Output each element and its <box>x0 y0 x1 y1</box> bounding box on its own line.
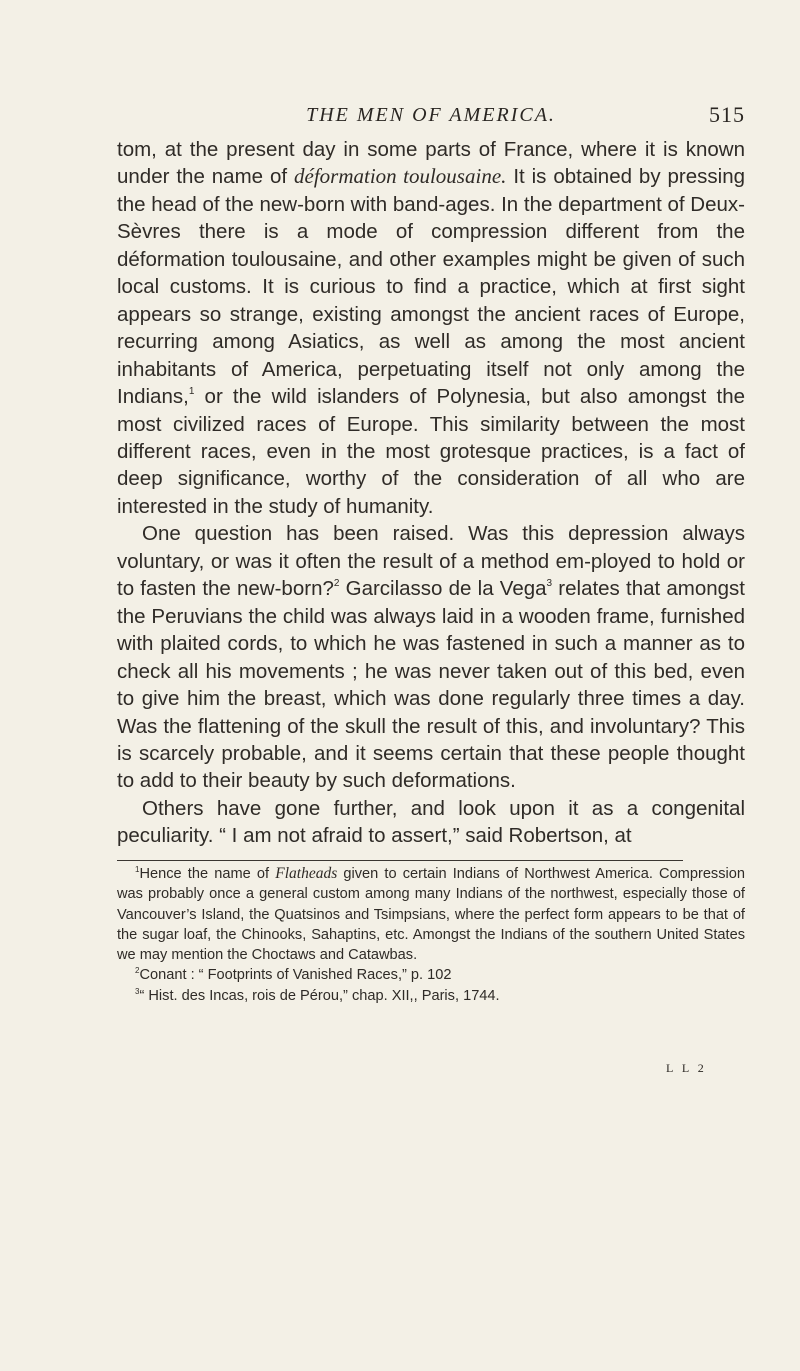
paragraph-1-italic-term: déformation toulousaine. <box>294 164 507 189</box>
footnote-1-part-c: given to certain Indians of Northwest America. Compression was probably once a general custom among many Indians of the northwest, especially those of Vancouver’s Island, the Quatsinos and Tsimpsians, where the perfect form appears to be that of the sugar loaf, the Chinooks, Sahaptins, etc. Amongst the Indians of the southern United States we may mention the Choctaws and Catawbas. <box>117 866 746 964</box>
footnote-3-text: “ Hist. des Incas, rois de Pérou,” chap. XII,, Paris, 1744. <box>139 987 500 1004</box>
footnote-1 <box>117 864 745 965</box>
footnote-1-marker: 1 <box>135 865 140 874</box>
paragraph-3: Others have gone further, and look upon it as a congenital peculiarity. “ I am not afraid to assert,” said Robertson, at <box>117 796 745 848</box>
footnotes <box>117 864 745 1006</box>
footnote-2 <box>117 965 745 985</box>
paragraph-1 <box>117 136 745 520</box>
paragraph-2-part-c: relates that amongst the Peruvians the child was always laid in a wooden frame, furnished with plaited cords, to which he was fastened in such a manner as to check all his movements ; he was never taken out of this bed, even to give him the breast, which was done regularly three times a day. Was the flattening of the skull the result of this, and involuntary? This is scarcely probable, and it seems certain that these people thought to add to their beauty by such deformations. <box>117 577 746 793</box>
footnote-2-marker: 2 <box>135 966 140 976</box>
paragraph-1-part-c: It is obtained by pressing the head of the new-born with band-ages. In the department of Deux-Sèvres there is a mode of compression different from the déformation toulousaine, and other examples might be given of such local customs. It is curious to find a practice, which at first sight appears so strange, existing amongst the ancient races of Europe, recurring among Asiatics, as well as among the most ancient inhabitants of America, perpetuating itself not only among the Indians, <box>117 165 745 409</box>
footnote-3-marker: 3 <box>135 986 140 996</box>
footnote-ref-1: 1 <box>188 386 195 398</box>
footnote-1-italic-term: Flatheads <box>275 865 338 882</box>
printer-signature: L L 2 <box>666 1061 707 1075</box>
footnote-3 <box>117 986 745 1006</box>
paragraph-1-part-a: tom, at the present day in some parts of France, where it is known under the name of <box>117 138 745 189</box>
paragraph-2 <box>117 520 745 795</box>
footnote-ref-2: 2 <box>333 578 340 590</box>
running-head <box>117 102 745 132</box>
paragraph-1-part-d: or the wild islanders of Polynesia, but also amongst the most civilized races of Europe. This similarity between the most different races, even in the most grotesque practices, is a fact of deep significance, worthy of the consideration of all who are interested in the study of humanity. <box>117 385 745 518</box>
running-head-title: THE MEN OF AMERICA. <box>306 104 556 126</box>
footnote-2-text: Conant : “ Footprints of Vanished Races,” p. 102 <box>139 967 452 984</box>
paragraph-2-part-b: Garcilasso de la Vega <box>339 577 547 601</box>
page-number: 515 <box>709 102 745 127</box>
body-text <box>117 136 745 850</box>
footnote-ref-3: 3 <box>546 578 553 590</box>
footnote-1-part-a: Hence the name of <box>139 866 276 882</box>
paragraph-2-part-a: One question has been raised. Was this depression always voluntary, or was it often the result of a method em-ployed to hold or to fasten the new-born? <box>117 522 745 601</box>
footnote-rule <box>117 860 683 861</box>
